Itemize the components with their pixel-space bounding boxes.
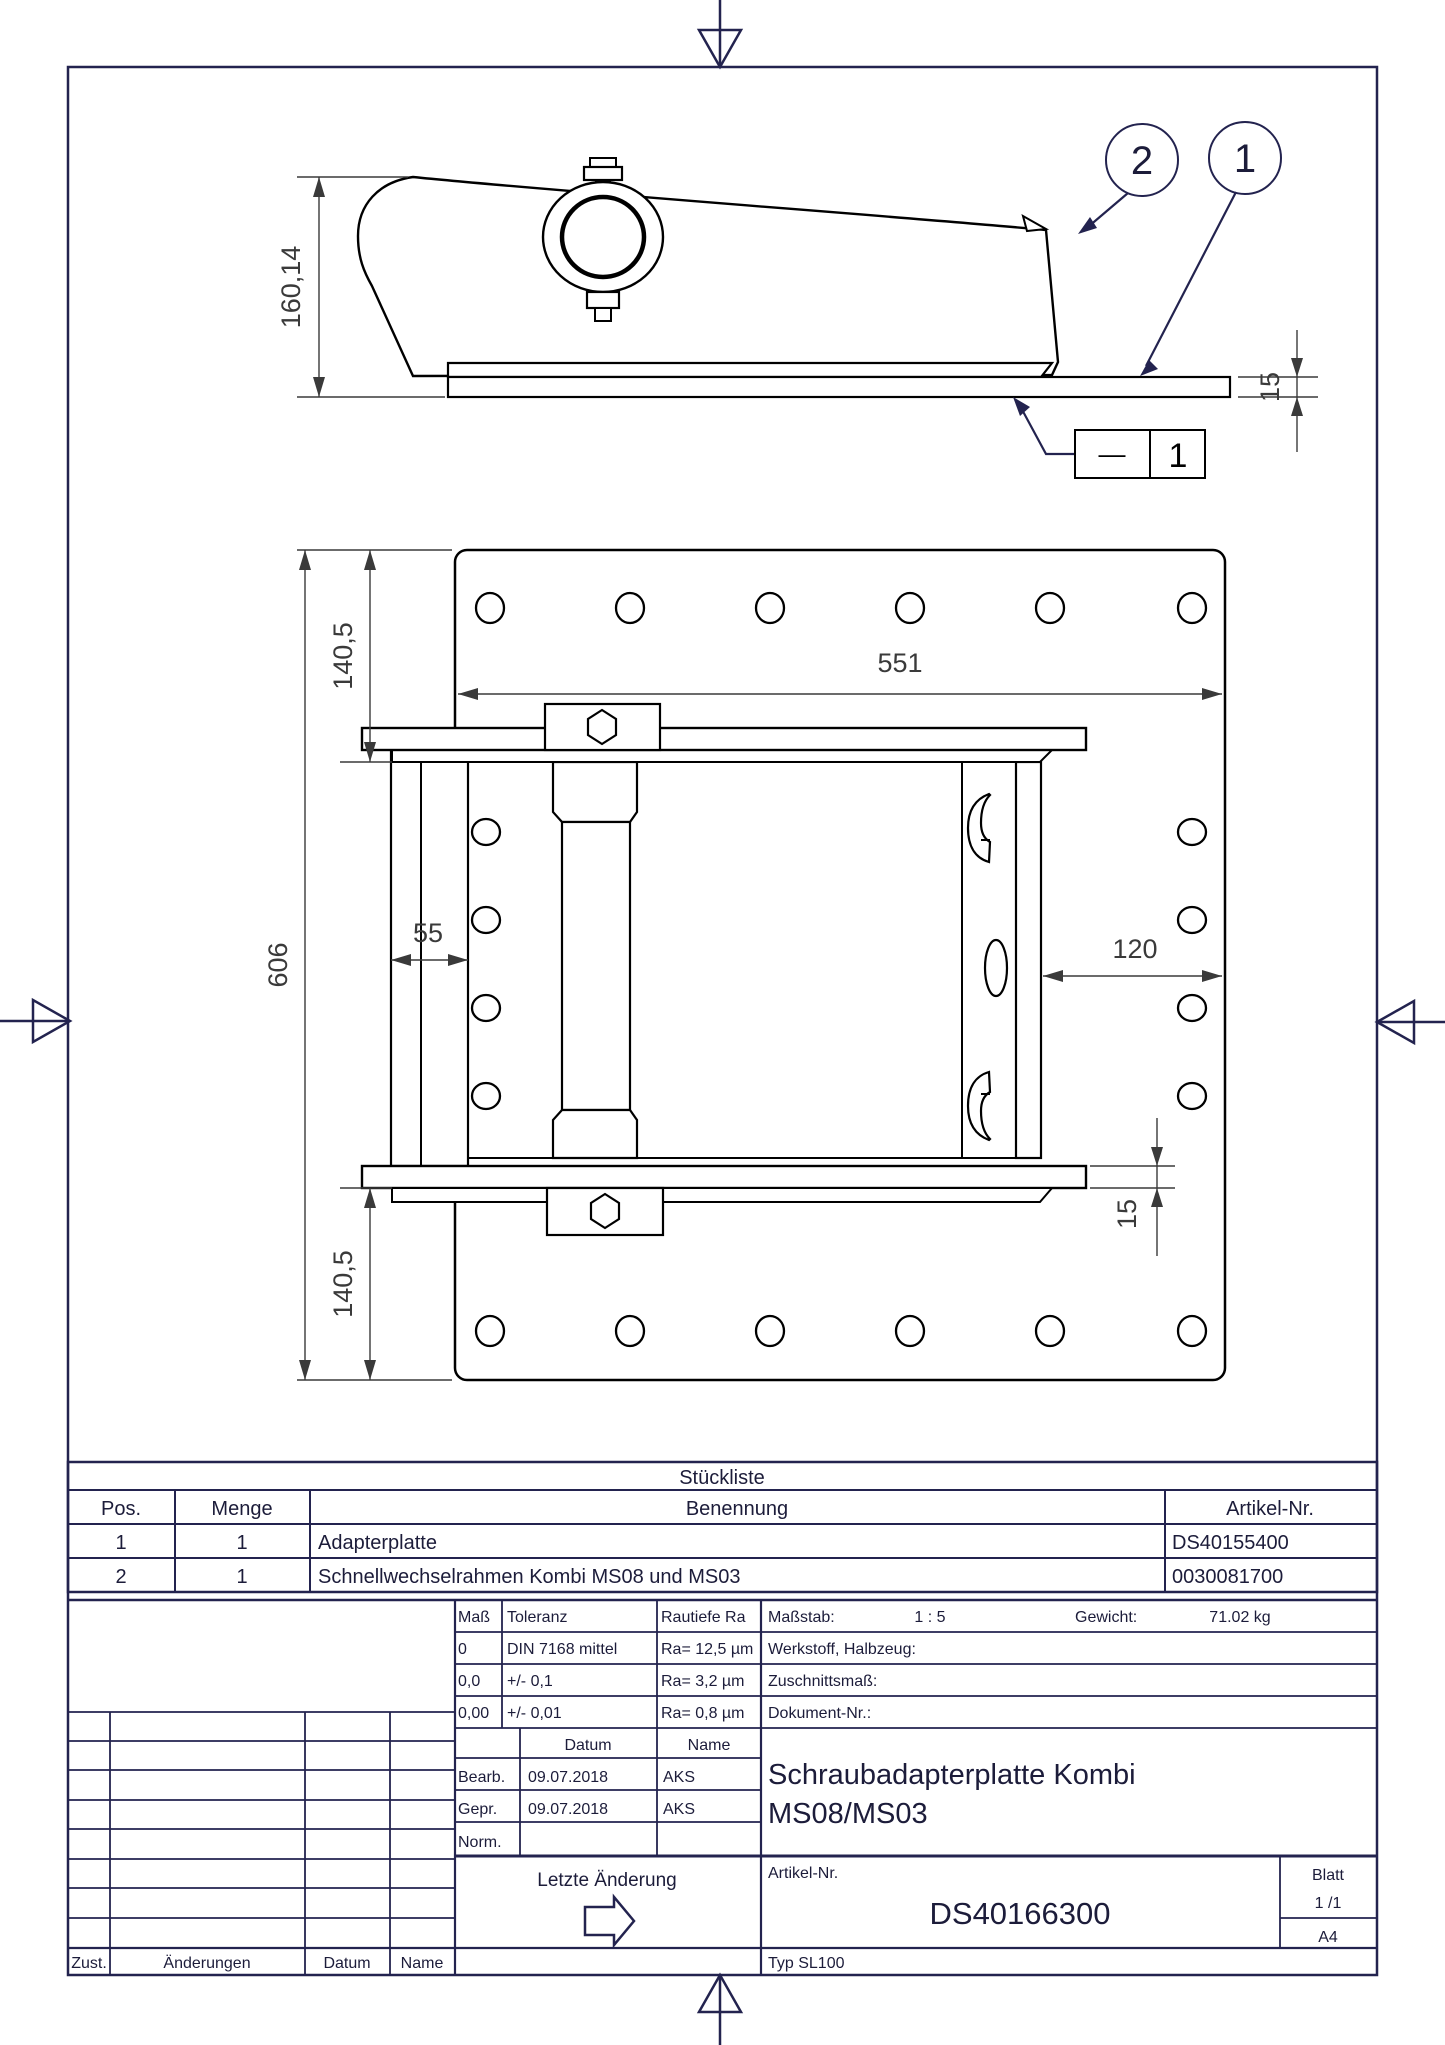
svg-text:Zuschnittsmaß:: Zuschnittsmaß: <box>768 1673 878 1690</box>
svg-text:0,0: 0,0 <box>458 1673 481 1690</box>
weld-tag-num: 1 <box>1168 437 1188 475</box>
svg-text:Norm.: Norm. <box>458 1834 502 1851</box>
massstab-value: 1 : 5 <box>914 1609 946 1626</box>
svg-text:AKS: AKS <box>663 1769 696 1786</box>
bom-header-benennung: Benennung <box>685 1498 789 1520</box>
svg-text:1: 1 <box>236 1566 248 1588</box>
rev-datum-label: Datum <box>323 1955 371 1972</box>
artikel-label: Artikel-Nr. <box>768 1865 839 1882</box>
svg-text:Ra= 12,5 µm: Ra= 12,5 µm <box>661 1641 754 1658</box>
bolt-head-icon <box>584 167 622 180</box>
slope-open-arrow-icon <box>1023 216 1046 231</box>
gewicht-label: Gewicht: <box>1075 1609 1138 1626</box>
svg-text:Adapterplatte: Adapterplatte <box>318 1532 437 1554</box>
center-mark-left-icon <box>0 1000 70 1042</box>
svg-text:+/- 0,01: +/- 0,01 <box>507 1705 562 1722</box>
hex-nut-top-icon <box>588 710 616 744</box>
bottom-flange-strip <box>392 1188 1052 1202</box>
artikel-value: DS40166300 <box>929 1896 1111 1931</box>
letzte-aenderung-label: Letzte Änderung <box>537 1870 677 1891</box>
side-view <box>276 122 1318 478</box>
nut-bottom-icon <box>587 292 619 308</box>
frame-base-plate-side <box>448 363 1052 377</box>
blatt-value: 1 /1 <box>1314 1895 1342 1912</box>
bom-title: Stückliste <box>679 1467 765 1489</box>
approval-name-header: Name <box>687 1737 731 1754</box>
svg-text:DIN 7168 mittel: DIN 7168 mittel <box>507 1641 618 1658</box>
approval-datum-header: Datum <box>564 1737 612 1754</box>
balloon-2-label: 2 <box>1130 139 1154 183</box>
approval-row-norm <box>458 1834 502 1851</box>
svg-text:DS40155400: DS40155400 <box>1172 1532 1289 1554</box>
bolt-cap-icon <box>590 158 616 167</box>
svg-text:Werkstoff, Halbzeug:: Werkstoff, Halbzeug: <box>768 1641 916 1658</box>
plan-view <box>263 550 1225 1380</box>
svg-text:1: 1 <box>236 1532 248 1554</box>
adapter-plate-side <box>448 377 1230 397</box>
bottom-flange-bar <box>362 1166 1086 1188</box>
svg-text:AKS: AKS <box>663 1801 696 1818</box>
tol-row-2 <box>458 1673 877 1690</box>
balloon-2 <box>1078 124 1178 234</box>
center-column-head <box>553 762 637 822</box>
approval-row-gepr <box>458 1801 695 1818</box>
bom-header-menge: Menge <box>211 1498 273 1520</box>
dim-label-55: 55 <box>412 918 444 948</box>
hex-nut-bottom-icon <box>591 1194 619 1228</box>
tol-header-toleranz: Toleranz <box>507 1609 568 1626</box>
center-mark-top-icon <box>699 0 741 67</box>
massstab-label: Maßstab: <box>768 1609 835 1626</box>
svg-text:+/- 0,1: +/- 0,1 <box>507 1673 553 1690</box>
center-mark-bottom-icon <box>699 1975 741 2045</box>
svg-text:1: 1 <box>115 1532 127 1554</box>
frame-body-profile <box>358 177 1058 376</box>
rev-zust-label: Zust. <box>71 1955 107 1972</box>
drawing-title-line1: Schraubadapterplatte Kombi <box>768 1759 1136 1791</box>
svg-text:0,00: 0,00 <box>458 1705 490 1722</box>
dim-label-551: 551 <box>877 648 923 678</box>
frame-right-rail <box>1016 762 1041 1158</box>
tol-row-3 <box>458 1705 871 1722</box>
weld-tag-arrow-icon <box>1013 397 1030 416</box>
dim-label-15-plan: 15 <box>1112 1198 1142 1230</box>
approval-row-bearb <box>458 1769 695 1786</box>
svg-text:Ra= 0,8 µm: Ra= 0,8 µm <box>661 1705 745 1722</box>
boss-inner-bore <box>562 197 644 277</box>
drawing-title-line2: MS08/MS03 <box>768 1798 928 1830</box>
rev-aenderungen-label: Änderungen <box>163 1955 251 1972</box>
typ-value: Typ SL100 <box>768 1955 845 1972</box>
dim-label-606: 606 <box>263 942 293 988</box>
svg-text:09.07.2018: 09.07.2018 <box>528 1801 609 1818</box>
bom-text <box>101 1467 1314 1588</box>
svg-text:Gepr.: Gepr. <box>458 1801 498 1818</box>
svg-text:09.07.2018: 09.07.2018 <box>528 1769 609 1786</box>
bottom-nut-box <box>547 1188 663 1235</box>
svg-text:Bearb.: Bearb. <box>458 1769 506 1786</box>
tol-header-rautiefe: Rautiefe Ra <box>661 1609 746 1626</box>
center-mark-right-icon <box>1377 1001 1445 1043</box>
balloon-1-arrow-icon <box>1140 360 1158 376</box>
dim-label-120: 120 <box>1112 934 1158 964</box>
dim-label-15-side: 15 <box>1255 371 1285 403</box>
center-column-foot <box>553 1110 637 1158</box>
dim-label-160-14: 160,14 <box>276 245 306 329</box>
top-flange-strip <box>392 750 1052 762</box>
dim-label-140-5-bottom: 140,5 <box>328 1250 358 1318</box>
tol-header-mass: Maß <box>458 1609 490 1626</box>
svg-text:Schnellwechselrahmen Kombi MS0: Schnellwechselrahmen Kombi MS08 und MS03 <box>318 1566 741 1588</box>
tol-row-1 <box>458 1641 916 1658</box>
bom-header-artikel: Artikel-Nr. <box>1226 1498 1314 1520</box>
blatt-label: Blatt <box>1311 1867 1345 1884</box>
top-flange-bar <box>362 728 1086 750</box>
svg-text:2: 2 <box>115 1566 127 1588</box>
bolt-shaft-bottom <box>595 308 611 321</box>
svg-text:0030081700: 0030081700 <box>1172 1566 1284 1588</box>
balloon-2-arrow-icon <box>1078 217 1097 234</box>
slot-middle <box>985 940 1007 996</box>
svg-text:0: 0 <box>458 1641 467 1658</box>
center-column-shaft <box>562 822 630 1110</box>
rev-name-label: Name <box>400 1955 444 1972</box>
weld-tag-dash: — <box>1098 439 1126 469</box>
balloon-1-label: 1 <box>1233 137 1257 181</box>
weld-tag <box>1013 397 1205 478</box>
gewicht-value: 71.02 kg <box>1209 1609 1271 1626</box>
dim-label-140-5-top: 140,5 <box>328 622 358 690</box>
svg-text:Ra= 3,2 µm: Ra= 3,2 µm <box>661 1673 745 1690</box>
format-value: A4 <box>1318 1929 1338 1946</box>
bom-header-pos: Pos. <box>100 1498 142 1520</box>
bom-row-1 <box>115 1532 1288 1554</box>
top-nut-box <box>545 704 660 750</box>
svg-text:Dokument-Nr.:: Dokument-Nr.: <box>768 1705 872 1722</box>
block-arrow-icon <box>585 1897 634 1945</box>
bom-row-2 <box>115 1566 1283 1588</box>
